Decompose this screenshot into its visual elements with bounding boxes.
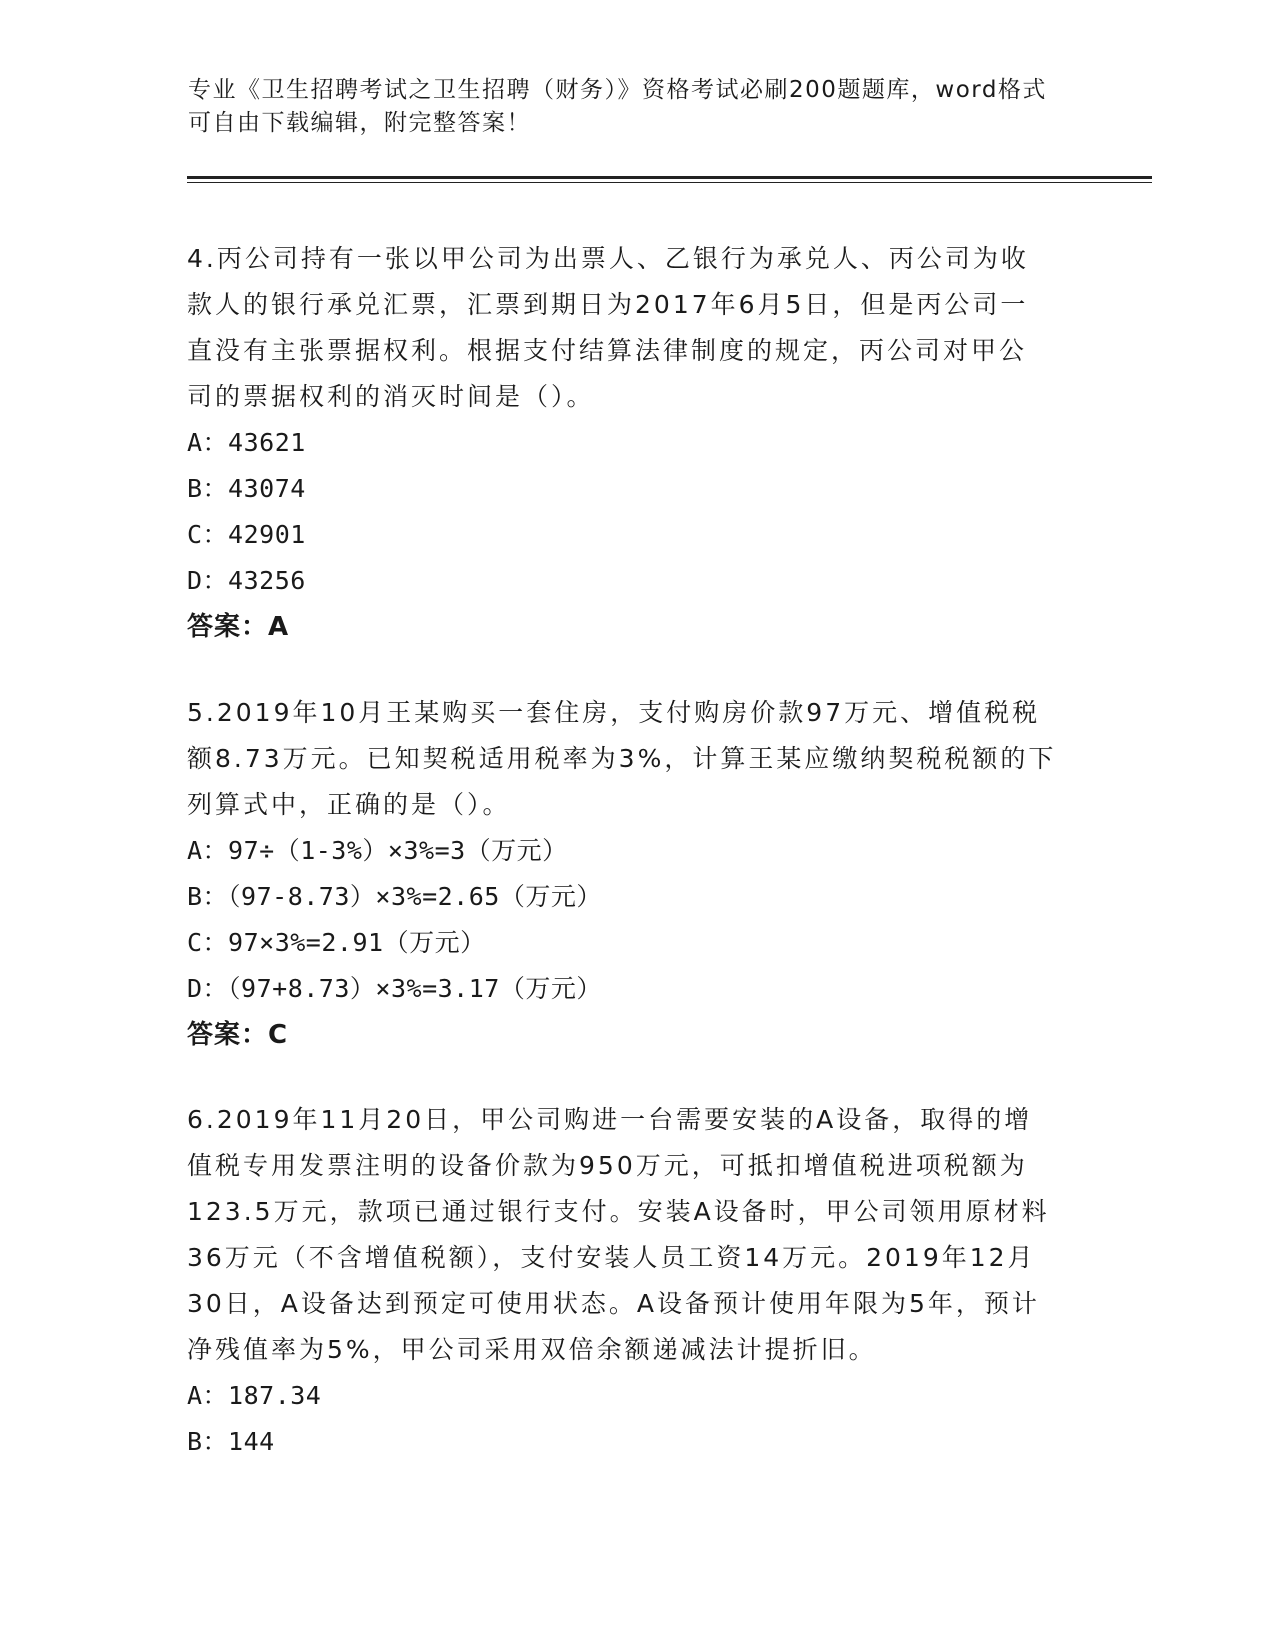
answer-label: 答案：A (187, 612, 290, 642)
question-text-line: 列算式中，正确的是（）。 (187, 790, 511, 819)
option-d: D：43256 (187, 566, 306, 595)
document-header (188, 74, 1068, 140)
question-text-line: 36万元（不含增值税额），支付安装人员工资14万元。2019年12月 (187, 1243, 1036, 1272)
question-6 (187, 1097, 1087, 1465)
option-c: C：97×3%=2.91（万元） (187, 928, 486, 957)
question-text-line: 123.5万元，款项已通过银行支付。安装A设备时，甲公司领用原材料 (187, 1197, 1050, 1226)
question-text-line: 净残值率为5%，甲公司采用双倍余额递减法计提折旧。 (187, 1335, 877, 1364)
question-text-line: 4.丙公司持有一张以甲公司为出票人、乙银行为承兑人、丙公司为收 (187, 244, 1029, 273)
header-line-1: 专业《卫生招聘考试之卫生招聘（财务）》资格考试必刷200题题库，word格式 (188, 77, 1047, 103)
question-text-line: 值税专用发票注明的设备价款为950万元，可抵扣增值税进项税额为 (187, 1151, 1028, 1180)
option-b: B：43074 (187, 474, 306, 503)
question-text-line: 款人的银行承兑汇票，汇票到期日为2017年6月5日，但是丙公司一 (187, 290, 1029, 319)
option-a: A：187.34 (187, 1381, 322, 1410)
question-text-line: 30日，A设备达到预定可使用状态。A设备预计使用年限为5年，预计 (187, 1289, 1040, 1318)
answer-label: 答案：C (187, 1020, 289, 1050)
header-line-2: 可自由下载编辑，附完整答案！ (188, 110, 531, 136)
question-text-line: 直没有主张票据权利。根据支付结算法律制度的规定，丙公司对甲公 (187, 336, 1028, 365)
question-text-line: 5.2019年10月王某购买一套住房，支付购房价款97万元、增值税税 (187, 698, 1041, 727)
question-5 (187, 690, 1087, 1058)
option-b: B：（97-8.73）×3%=2.65（万元） (187, 882, 602, 911)
question-text-line: 司的票据权利的消灭时间是（）。 (187, 382, 595, 411)
option-a: A：97÷（1-3%）×3%=3（万元） (187, 836, 568, 865)
question-4 (187, 236, 1087, 650)
question-text-line: 额8.73万元。已知契税适用税率为3%，计算王某应缴纳契税税额的下 (187, 744, 1057, 773)
option-d: D：（97+8.73）×3%=3.17（万元） (187, 974, 602, 1003)
question-text-line: 6.2019年11月20日，甲公司购进一台需要安装的A设备，取得的增 (187, 1105, 1033, 1134)
option-c: C：42901 (187, 520, 306, 549)
header-divider-thin (187, 182, 1152, 183)
option-b: B：144 (187, 1427, 275, 1456)
option-a: A：43621 (187, 428, 306, 457)
header-divider-thick (187, 176, 1152, 179)
